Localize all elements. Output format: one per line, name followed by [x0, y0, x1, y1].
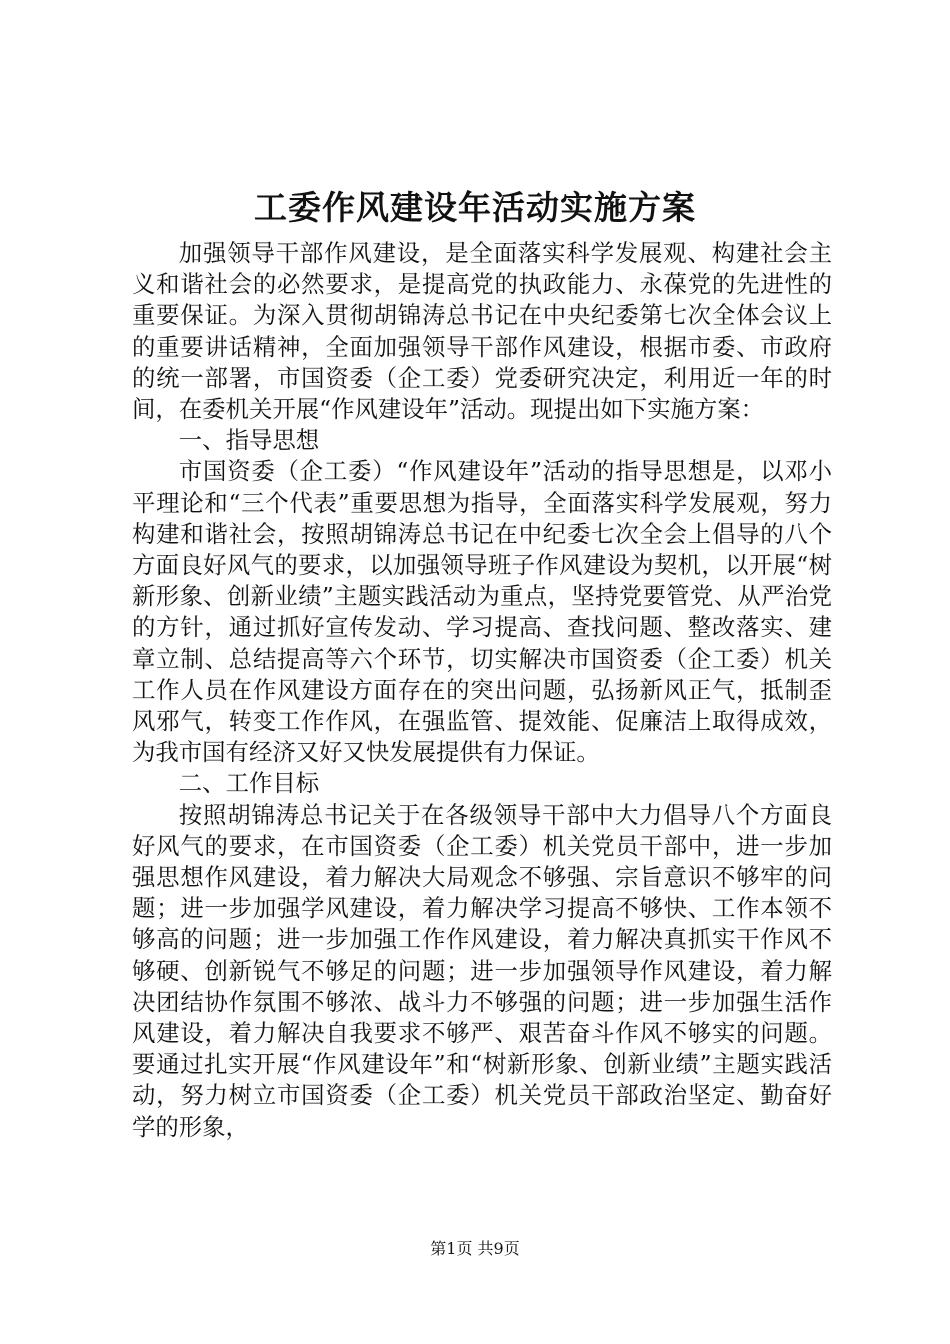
section-heading-work-goals: 二、工作目标 [178, 769, 320, 798]
section-heading-guiding-ideology: 一、指导思想 [178, 426, 320, 455]
page-number-footer: 第1页 共9页 [430, 1239, 520, 1258]
document-body [132, 238, 832, 1143]
document-title: 工委作风建设年活动实施方案 [254, 188, 696, 227]
paragraph-guiding-ideology: 市国资委（企工委）“作风建设年”活动的指导思想是，以邓小平理论和“三个代表”重要思想为指导，全面落实科学发展观，努力构建和谐社会，按照胡锦涛总书记在中纪委七次全会上倡导的八个方面良好风气的要求，以加强领导班子作风建设为契机，以开展“树新形象、创新业绩”主题实践活动为重点，坚持党要管党、从严治党的方针，通过抓好宣传发动、学习提高、查找问题、整改落实、建章立制、总结提高等六个环节，切实解决市国资委（企工委）机关工作人员在作风建设方面存在的突出问题，弘扬新风正气，抵制歪风邪气，转变工作作风，在强监管、提效能、促廉洁上取得成效，为我市国有经济又好又快发展提供有力保证。 [132, 457, 832, 767]
paragraph-intro: 加强领导干部作风建设，是全面落实科学发展观、构建社会主义和谐社会的必然要求，是提高党的执政能力、永葆党的先进性的重要保证。为深入贯彻胡锦涛总书记在中央纪委第七次全体会议上的重要讲话精神，全面加强领导干部作风建设，根据市委、市政府的统一部署，市国资委（企工委）党委研究决定，利用近一年的时间，在委机关开展“作风建设年”活动。现提出如下实施方案： [132, 239, 832, 424]
paragraph-work-goals: 按照胡锦涛总书记关于在各级领导干部中大力倡导八个方面良好风气的要求，在市国资委（企工委）机关党员干部中，进一步加强思想作风建设，着力解决大局观念不够强、宗旨意识不够牢的问题；进一步加强学风建设，着力解决学习提高不够快、工作本领不够高的问题；进一步加强工作作风建设，着力解决真抓实干作风不够硬、创新锐气不够足的问题；进一步加强领导作风建设，着力解决团结协作氛围不够浓、战斗力不够强的问题；进一步加强生活作风建设，着力解决自我要求不够严、艰苦奋斗作风不够实的问题。要通过扎实开展“作风建设年”和“树新形象、创新业绩”主题实践活动，努力树立市国资委（企工委）机关党员干部政治坚定、勤奋好学的形象， [132, 800, 832, 1141]
